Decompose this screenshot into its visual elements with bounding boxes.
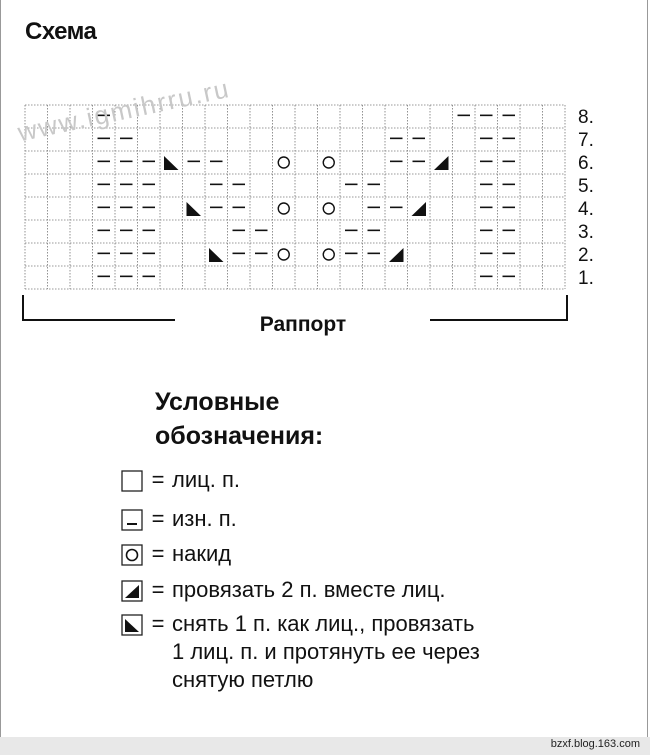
cell-k2tog xyxy=(434,156,449,170)
knit-symbol-icon xyxy=(120,469,144,493)
rapport-label: Раппорт xyxy=(259,313,347,336)
rapport-bracket-left xyxy=(23,295,175,320)
legend-item-k2tog xyxy=(120,576,446,604)
cell-yarn-over xyxy=(323,249,334,260)
legend-text: накид xyxy=(172,541,232,566)
legend-equals: = xyxy=(151,577,165,602)
row-label: 6. xyxy=(578,153,594,174)
legend-item-knit xyxy=(120,466,240,494)
cell-skp xyxy=(164,156,179,170)
legend-text: лиц. п. xyxy=(172,467,240,492)
knitting-chart xyxy=(0,0,650,340)
cell-k2tog xyxy=(389,248,404,262)
footer-text: bzxf.blog.163.com xyxy=(550,738,640,750)
legend-item-yarn-over xyxy=(120,540,231,568)
cell-yarn-over xyxy=(278,203,289,214)
watermark-text: www.igmihrru.ru xyxy=(15,73,233,148)
footer-bar xyxy=(0,737,650,755)
legend-text: изн. п. xyxy=(172,506,237,531)
legend-item-purl xyxy=(120,505,237,533)
cell-skp xyxy=(187,202,202,216)
legend-equals: = xyxy=(151,541,165,566)
cell-skp xyxy=(209,248,224,262)
legend-equals: = xyxy=(151,611,165,636)
cell-yarn-over xyxy=(323,203,334,214)
row-label: 3. xyxy=(578,222,594,243)
legend-text: провязать 2 п. вместе лиц. xyxy=(172,577,446,602)
legend-item-skp xyxy=(120,610,480,694)
legend-text: снять 1 п. как лиц., провязать 1 лиц. п. и протянуть ее через снятую петлю xyxy=(172,611,480,692)
legend-equals: = xyxy=(151,506,165,531)
skp-symbol-icon xyxy=(120,613,144,637)
page-title: Схема xyxy=(25,18,97,45)
row-label: 8. xyxy=(578,107,594,128)
row-label: 5. xyxy=(578,176,594,197)
cell-yarn-over xyxy=(278,249,289,260)
cell-yarn-over xyxy=(323,157,334,168)
row-label: 1. xyxy=(578,268,594,289)
legend-equals: = xyxy=(151,467,165,492)
rapport-bracket-right xyxy=(430,295,567,320)
cell-yarn-over xyxy=(278,157,289,168)
legend-title-line1: Условные xyxy=(155,388,280,416)
row-label: 7. xyxy=(578,130,594,151)
legend-title xyxy=(155,385,323,453)
row-label: 4. xyxy=(578,199,594,220)
k2tog-symbol-icon xyxy=(120,579,144,603)
yarn-over-symbol-icon xyxy=(120,543,144,567)
purl-symbol-icon xyxy=(120,508,144,532)
row-label: 2. xyxy=(578,245,594,266)
cell-k2tog xyxy=(412,202,427,216)
legend-title-line2: обозначения: xyxy=(155,422,324,450)
